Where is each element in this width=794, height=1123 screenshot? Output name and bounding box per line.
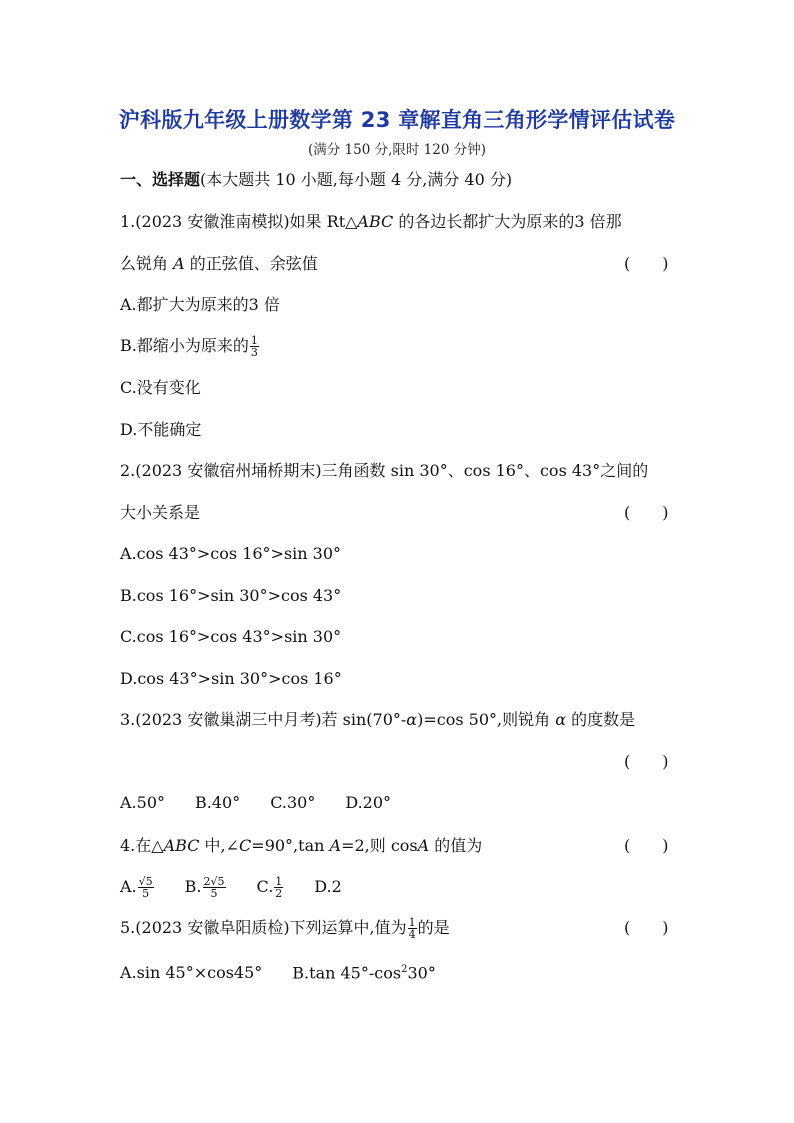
question-4-option-b: B. $\frac{2√5}{5}$ — [184, 875, 225, 900]
question-1-option-a: A.都扩大为原来的3 倍 — [120, 295, 280, 314]
question-4-option-a: A. $\frac{√5}{5}$ — [120, 875, 153, 900]
question-1-answer-blank: ( ) — [624, 254, 669, 273]
section-description: (本大题共 10 小题,每小题 4 分,满分 40 分) — [200, 170, 513, 189]
question-3-option-b: B.40° — [195, 793, 241, 812]
question-3-option-a: A.50° — [120, 793, 165, 812]
question-5-option-b: B.tan $45^\circ-\cos^230^\circ$ — [292, 963, 436, 983]
question-2-option-d: D.cos 43°>sin 30°>cos 16° — [120, 669, 342, 688]
question-1-line-2: 么锐角 A 的正弦值、余弦值 — [120, 254, 318, 273]
fraction: $\frac{1}{3}$ — [250, 334, 258, 359]
page-subtitle: (满分 150 分,限时 120 分钟) — [307, 142, 487, 158]
question-3-options — [120, 792, 680, 814]
fraction: $\frac{1}{4}$ — [408, 916, 416, 941]
page-title: 沪科版九年级上册数学第 23 章解直角三角形学情评估试卷 — [118, 108, 676, 132]
question-1-line-1: 1.(2023 安徽淮南模拟)如果 Rt△ABC 的各边长都扩大为原来的3 倍那 — [120, 212, 622, 231]
section-label: 一、选择题 — [120, 170, 201, 189]
question-3-line-1: 3.(2023 安徽巢湖三中月考)若 sin(70°-α)=cos 50°,则锐角 α 的度数是 — [120, 710, 636, 729]
question-2-option-b: B.cos 16°>sin 30°>cos 43° — [120, 586, 342, 605]
question-4-option-c: C. $\frac{1}{2}$ — [256, 875, 283, 900]
question-4-answer-blank: ( ) — [624, 836, 669, 855]
question-3-answer-blank: ( ) — [624, 752, 669, 771]
section-heading — [120, 169, 680, 191]
question-5-options — [120, 959, 680, 984]
question-2-option-c: C.cos 16°>cos 43°>sin 30° — [120, 627, 342, 646]
question-1-option-c: C.没有变化 — [120, 378, 201, 397]
question-5-line-1: 5.(2023 安徽阜阳质检)下列运算中,值为 $\frac{1}{4}$ 的是 — [120, 916, 450, 941]
question-2-option-a: A.cos 43°>cos 16°>sin 30° — [120, 544, 342, 563]
question-4-line-1: 4.在△ABC 中,∠C=90°,tan A=2,则 cosA 的值为 — [120, 836, 483, 855]
question-4-options — [120, 876, 680, 899]
question-2-answer-blank: ( ) — [624, 503, 669, 522]
question-4-option-d: D.2 — [314, 877, 342, 896]
question-3-option-d: D.20° — [345, 793, 392, 812]
question-5-option-a: A.sin 45°×cos45° — [120, 963, 263, 983]
question-1-option-b: B.都缩小为原来的 $\frac{1}{3}$ — [120, 334, 258, 359]
question-5-answer-blank: ( ) — [624, 918, 669, 937]
question-3-option-c: C.30° — [270, 793, 316, 812]
question-2-line-1: 2.(2023 安徽宿州埇桥期末)三角函数 sin 30°、cos 16°、cos 43°之间的 — [120, 461, 649, 480]
question-1-option-d: D.不能确定 — [120, 420, 202, 439]
question-2-line-2: 大小关系是 — [120, 503, 201, 522]
